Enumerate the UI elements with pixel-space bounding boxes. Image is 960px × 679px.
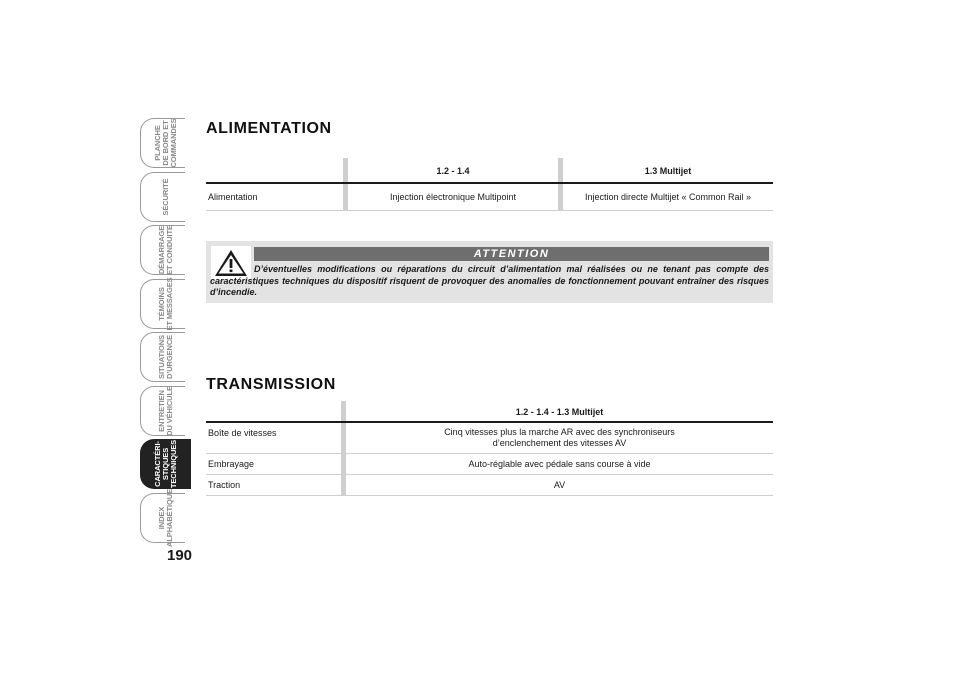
- attention-box: [206, 241, 773, 303]
- section-title-alimentation: ALIMENTATION: [206, 120, 332, 137]
- table-cell: Injection électronique Multipoint: [389, 192, 517, 202]
- table-cell: Auto-réglable avec pédale sans course à vide: [468, 459, 651, 469]
- tab-entretien[interactable]: [140, 386, 190, 436]
- tab-situations-urgence[interactable]: [140, 332, 190, 382]
- section-title-transmission: TRANSMISSION: [206, 376, 336, 393]
- table-header-cell: 1.3 Multijet: [644, 166, 692, 176]
- tab-securite[interactable]: [140, 172, 190, 222]
- table-cell: Traction: [208, 480, 241, 490]
- tab-label: DÉMARRAGE ET CONDUITE: [156, 225, 174, 275]
- page-number: 190: [167, 547, 193, 564]
- tab-label: SÉCURITÉ: [160, 177, 170, 216]
- table-header-cell: 1.2 - 1.4: [436, 166, 470, 176]
- table-row: [206, 454, 773, 475]
- alimentation-table: [206, 160, 773, 211]
- table-cell: Boîte de vitesses: [208, 428, 277, 438]
- table-header-cell: [206, 402, 341, 421]
- tab-index[interactable]: [140, 488, 190, 547]
- chapter-tabs: [140, 118, 190, 546]
- tab-label: TÉMOINS ET MESSAGES: [156, 276, 174, 331]
- tab-temoins[interactable]: [140, 276, 190, 331]
- transmission-table: [206, 402, 773, 496]
- table-header-cell: [206, 160, 343, 182]
- tab-planche-de-bord[interactable]: [140, 118, 190, 168]
- table-header-row: [206, 160, 773, 184]
- tab-demarrage[interactable]: [140, 225, 190, 275]
- tab-label: PLANCHE DE BORD ET COMMANDES: [152, 118, 178, 168]
- table-row: [206, 423, 773, 454]
- table-header-cell: 1.2 - 1.4 - 1.3 Multijet: [515, 406, 604, 417]
- tab-caracteristiques[interactable]: [140, 439, 190, 489]
- table-cell: Cinq vitesses plus la marche AR avec des synchroniseurs d’enclenchement des vitesses AV: [444, 427, 675, 448]
- tab-label: SITUATIONS D’URGENCE: [156, 334, 174, 380]
- tab-label: INDEX ALPHABÉTIQUE: [156, 488, 174, 547]
- attention-text: D’éventuelles modifications ou réparations du circuit d’alimentation mal réalisées ou ne tenant pas compte des caractéristiques techniques du dispositif risquent de provoquer des anomalies de fonctionnement pouvant entraîner des risques d’incendie.: [210, 264, 769, 297]
- table-row: [206, 184, 773, 211]
- attention-title: ATTENTION: [254, 247, 769, 261]
- table-header-row: [206, 402, 773, 423]
- table-cell: Injection directe Multijet « Common Rail »: [584, 192, 752, 202]
- table-cell: AV: [553, 480, 566, 490]
- table-cell: Alimentation: [208, 192, 258, 202]
- table-row: [206, 475, 773, 496]
- tab-label: ENTRETIEN DU VÉHICULE: [156, 385, 174, 436]
- table-cell: Embrayage: [208, 459, 255, 469]
- tab-label: CARACTÉRI- STIQUES TECHNIQUES: [152, 439, 178, 489]
